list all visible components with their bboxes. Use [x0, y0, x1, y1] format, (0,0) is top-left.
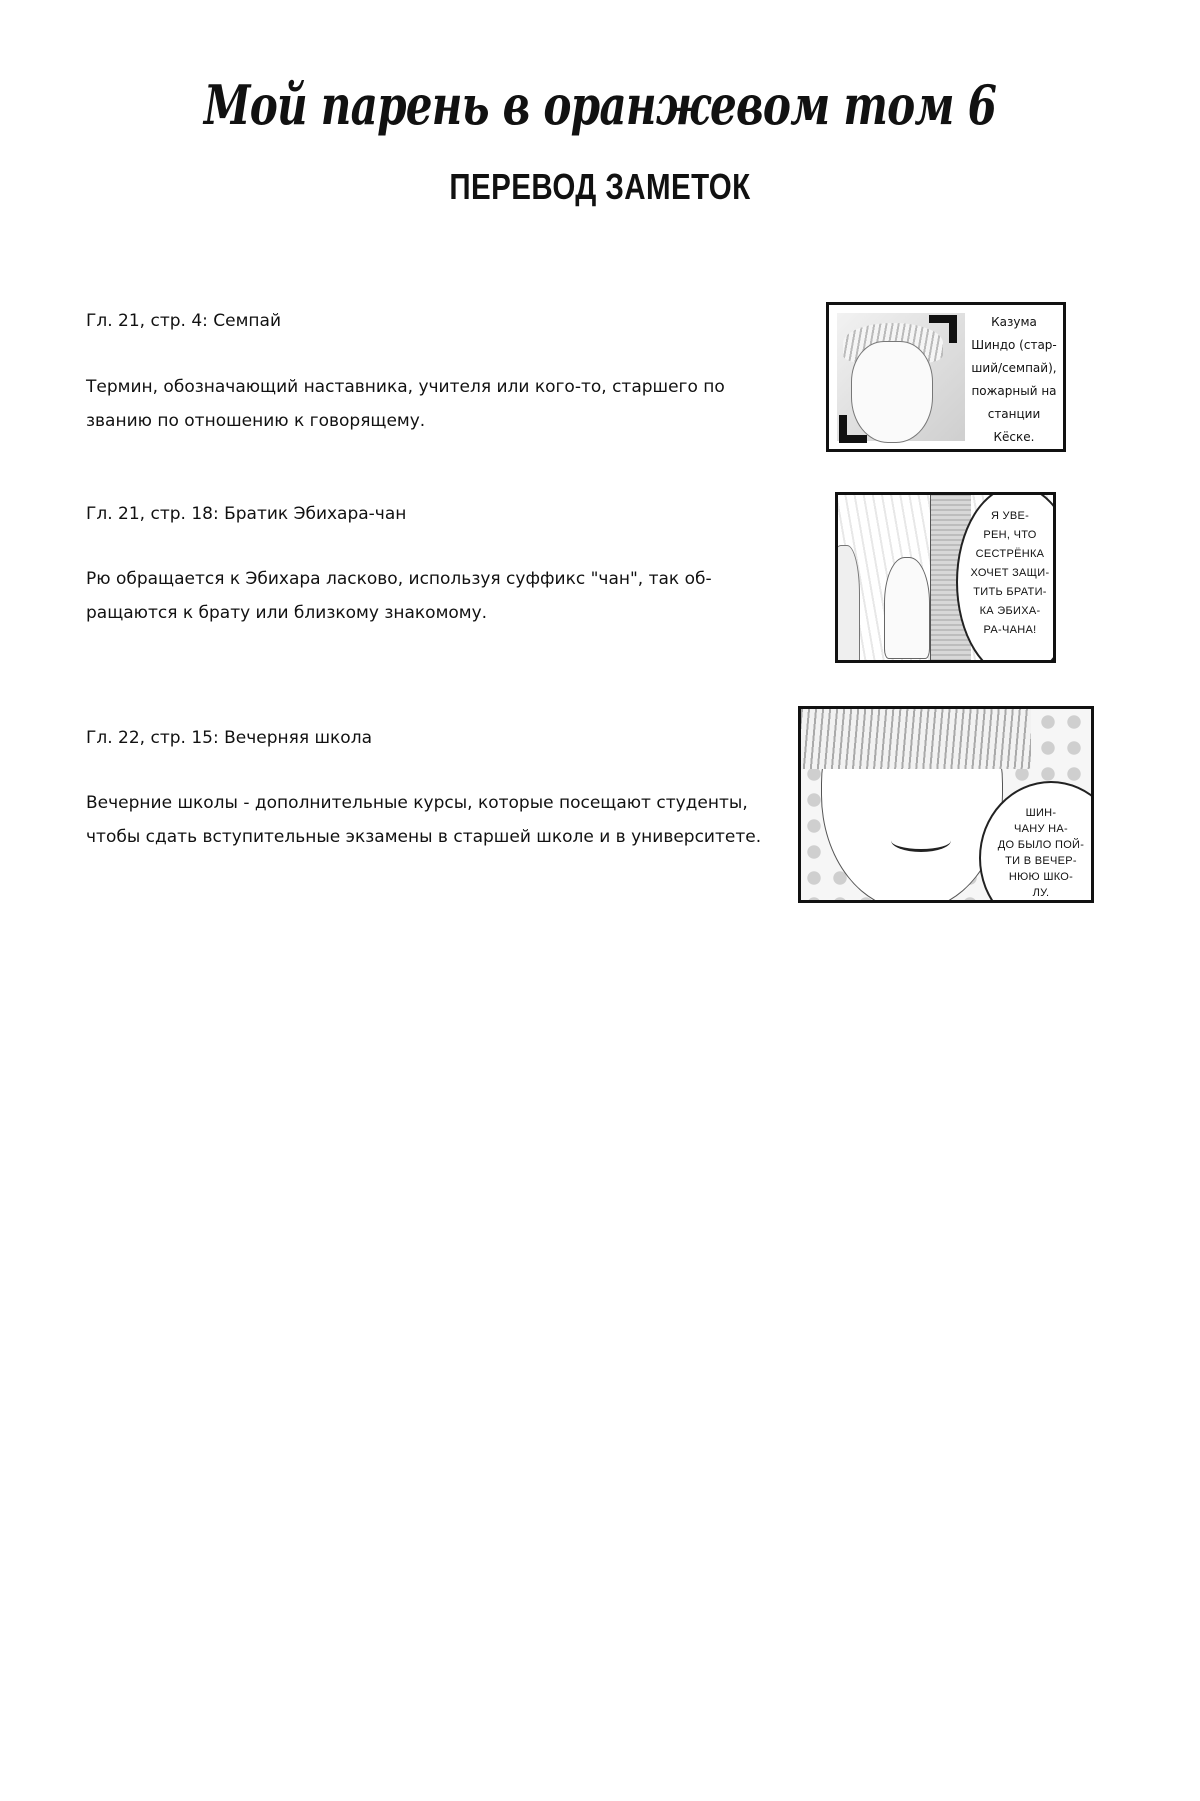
caption-line: РЕН, ЧТО [983, 529, 1037, 541]
manga-panel-senpai [826, 302, 1066, 452]
note-heading: Гл. 21, стр. 18: Братик Эбихара-чан [86, 504, 407, 524]
manga-panel-ebihara-chan [835, 492, 1056, 663]
note-heading: Гл. 21, стр. 4: Семпай [86, 311, 282, 331]
caption-line: Шиндо (стар- [971, 338, 1057, 352]
page-subtitle: ПЕРЕВОД ЗАМЕТОК [449, 166, 751, 207]
note-body [86, 786, 806, 854]
page-title: Мой парень в оранжевом том 6 [203, 73, 997, 137]
character-hair-illustration [801, 709, 1031, 769]
side-character-illustration [835, 545, 860, 663]
note-body-line: чтобы сдать вступительные экзамены в старшей школе и в университете. [86, 827, 762, 847]
corner-bracket-icon [839, 415, 867, 443]
caption-line: СЕСТРЁНКА [975, 548, 1045, 560]
caption-line: пожарный на [971, 384, 1057, 398]
caption-line: Я УВЕ- [990, 510, 1030, 522]
caption-line: РА-ЧАНА! [983, 624, 1037, 636]
note-body-line: Рю обращается к Эбихара ласково, используя суффикс "чан", так об- [86, 569, 712, 589]
caption-line: ТИ В ВЕЧЕР- [1005, 855, 1077, 867]
caption-line: Казума [991, 315, 1037, 329]
caption-line: ЧАНУ НА- [1014, 823, 1068, 835]
caption-line: ший/семпай), [971, 361, 1057, 375]
note-heading: Гл. 22, стр. 15: Вечерняя школа [86, 728, 372, 748]
child-character-illustration [884, 557, 930, 659]
speech-bubble-text [991, 805, 1091, 901]
caption-line: ЛУ. [1032, 887, 1050, 899]
caption-line: ТИТЬ БРАТИ- [973, 586, 1047, 598]
caption-line: ШИН- [1025, 807, 1057, 819]
note-body-line: званию по отношению к говорящему. [86, 411, 426, 431]
speech-bubble-text [960, 507, 1056, 640]
caption-line: Кёске. [993, 430, 1035, 444]
note-body-line: Вечерние школы - дополнительные курсы, которые посещают студенты, [86, 793, 748, 813]
note-body [86, 562, 786, 630]
caption-line: станции [987, 407, 1041, 421]
note-body-line: ращаются к брату или близкому знакомому. [86, 603, 488, 623]
note-body [86, 370, 786, 438]
note-body-line: Термин, обозначающий наставника, учителя или кого-то, старшего по [86, 377, 725, 397]
manga-panel-cram-school [798, 706, 1094, 903]
caption-line: ДО БЫЛО ПОЙ- [997, 839, 1085, 851]
caption-line: КА ЭБИХА- [979, 605, 1041, 617]
character-smile-illustration [891, 829, 951, 852]
corner-bracket-icon [929, 315, 957, 343]
caption-line: ХОЧЕТ ЗАЩИ- [970, 567, 1050, 579]
caption-line: НЮЮ ШКО- [1008, 871, 1074, 883]
panel-caption [965, 311, 1063, 449]
